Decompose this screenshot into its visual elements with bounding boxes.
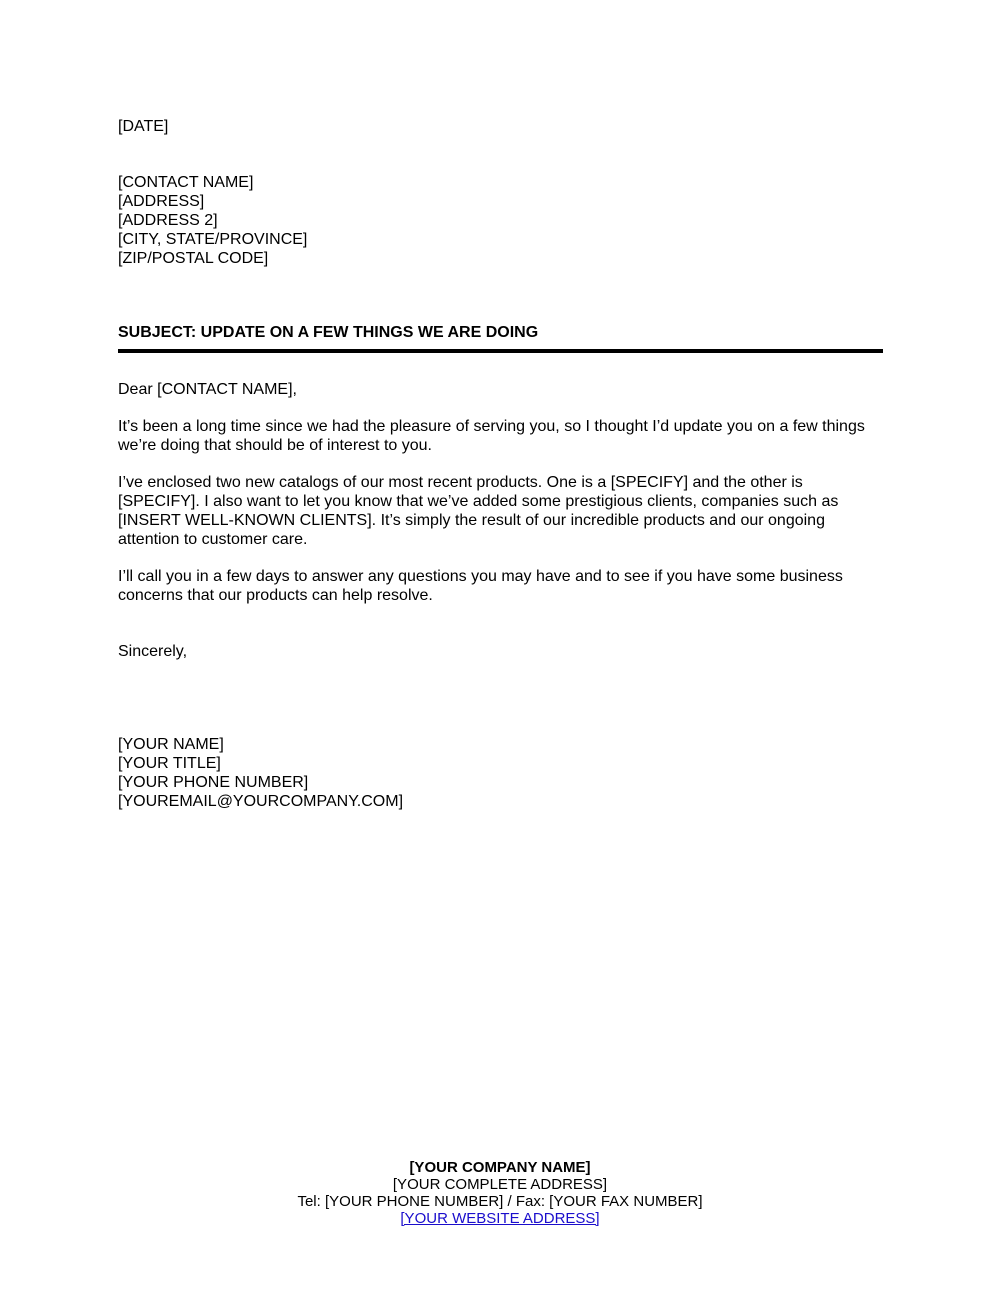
signature-block <box>118 735 883 811</box>
footer-tel-fax: Tel: [YOUR PHONE NUMBER] / Fax: [YOUR FAX NUMBER] <box>297 1193 703 1210</box>
signature-email: [YOUREMAIL@YOURCOMPANY.COM] <box>118 793 404 810</box>
signature-title: [YOUR TITLE] <box>118 755 221 772</box>
recipient-contact-name: [CONTACT NAME] <box>118 174 254 191</box>
paragraph-text: It’s been a long time since we had the pleasure of serving you, so I thought I’d update you on a few things we’re doing that should be of interest to you. <box>118 418 865 454</box>
date-text: [DATE] <box>118 118 169 135</box>
closing-text: Sincerely, <box>118 643 188 660</box>
signature-name: [YOUR NAME] <box>118 736 224 753</box>
recipient-address: [ADDRESS] <box>118 193 205 210</box>
body-paragraph-3 <box>118 567 883 605</box>
letter-date <box>118 117 883 136</box>
footer-company-name: [YOUR COMPANY NAME] <box>409 1159 591 1176</box>
recipient-address-block <box>118 173 883 268</box>
body-paragraph-1 <box>118 417 883 455</box>
body-paragraph-2 <box>118 473 883 549</box>
closing <box>118 642 883 661</box>
footer-website-link[interactable]: [YOUR WEBSITE ADDRESS] <box>400 1210 600 1227</box>
signature-phone: [YOUR PHONE NUMBER] <box>118 774 309 791</box>
recipient-zip: [ZIP/POSTAL CODE] <box>118 250 269 267</box>
salutation-text: Dear [CONTACT NAME], <box>118 381 297 398</box>
letterhead-footer <box>0 1159 1000 1227</box>
recipient-city-state: [CITY, STATE/PROVINCE] <box>118 231 308 248</box>
paragraph-text: I’ve enclosed two new catalogs of our most recent products. One is a [SPECIFY] and the other is [SPECIFY]. I also want to let you know that we’ve added some prestigious clients, companies such as [INSERT WELL-KNOWN CLIENTS]. It’s simply the result of our incredible products and our ongoing attention to customer care. <box>118 474 839 548</box>
subject-line: SUBJECT: UPDATE ON A FEW THINGS WE ARE DOING <box>118 323 883 353</box>
paragraph-text: I’ll call you in a few days to answer any questions you may have and to see if you have some business concerns that our products can help resolve. <box>118 568 843 604</box>
footer-complete-address: [YOUR COMPLETE ADDRESS] <box>392 1176 608 1193</box>
salutation <box>118 380 883 399</box>
recipient-address-2: [ADDRESS 2] <box>118 212 218 229</box>
